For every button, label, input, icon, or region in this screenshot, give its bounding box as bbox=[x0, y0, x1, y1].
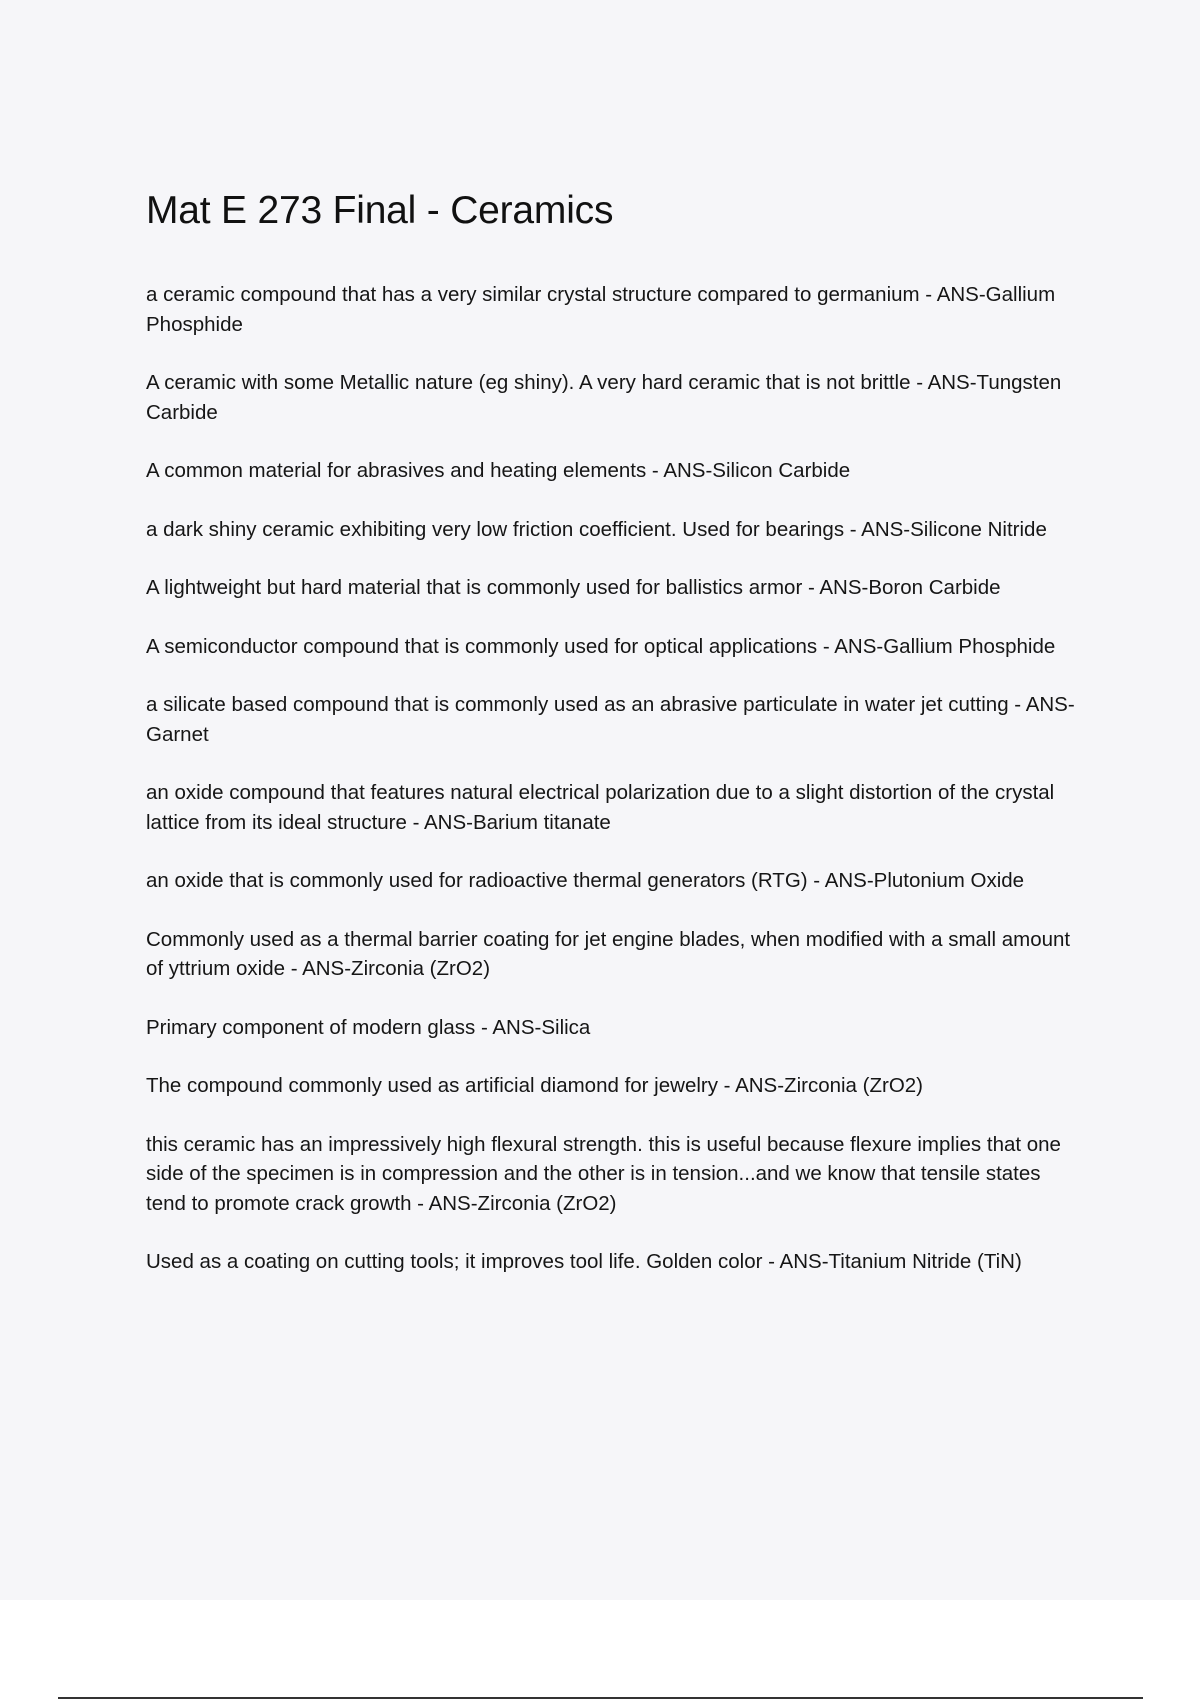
document-title: Mat E 273 Final - Ceramics bbox=[146, 189, 614, 232]
footer-divider bbox=[58, 1697, 1143, 1699]
qa-item: A common material for abrasives and heating elements - ANS-Silicon Carbide bbox=[146, 459, 851, 482]
qa-item: a dark shiny ceramic exhibiting very low friction coefficient. Used for bearings - ANS-Silicone Nitride bbox=[146, 517, 1047, 541]
qa-item: Used as a coating on cutting tools; it improves tool life. Golden color - ANS-Titanium Nitride (TiN) bbox=[146, 1250, 1022, 1273]
qa-item: an oxide compound that features natural electrical polarization due to a slight distortion of the crystal lattice from its ideal structure - ANS-Barium titanate bbox=[146, 781, 1055, 834]
document-content bbox=[146, 184, 1086, 1273]
qa-item: The compound commonly used as artificial diamond for jewelry - ANS-Zirconia (ZrO2) bbox=[146, 1074, 923, 1097]
qa-item: A semiconductor compound that is commonly used for optical applications - ANS-Gallium Phosphide bbox=[146, 634, 1056, 658]
qa-item: an oxide that is commonly used for radioactive thermal generators (RTG) - ANS-Plutonium Oxide bbox=[146, 869, 1025, 892]
qa-list bbox=[146, 280, 1086, 1306]
qa-item: this ceramic has an impressively high flexural strength. this is useful because flexure implies that one side of the specimen is in compression and the other is in tension...and we know that tensile states tend to promote crack growth - ANS-Zirconia (ZrO2) bbox=[146, 1132, 1061, 1215]
qa-item: A lightweight but hard material that is commonly used for ballistics armor - ANS-Boron Carbide bbox=[146, 576, 1001, 599]
qa-item: Primary component of modern glass - ANS-Silica bbox=[146, 1015, 591, 1039]
qa-item: a ceramic compound that has a very similar crystal structure compared to germanium - ANS-Gallium Phosphide bbox=[146, 283, 1056, 336]
qa-item: A ceramic with some Metallic nature (eg shiny). A very hard ceramic that is not brittle - ANS-Tungsten Carbide bbox=[146, 371, 1062, 424]
qa-item: a silicate based compound that is commonly used as an abrasive particulate in water jet cutting - ANS-Garnet bbox=[146, 693, 1075, 746]
qa-item: Commonly used as a thermal barrier coating for jet engine blades, when modified with a small amount of yttrium oxide - ANS-Zirconia (ZrO2) bbox=[146, 927, 1071, 980]
